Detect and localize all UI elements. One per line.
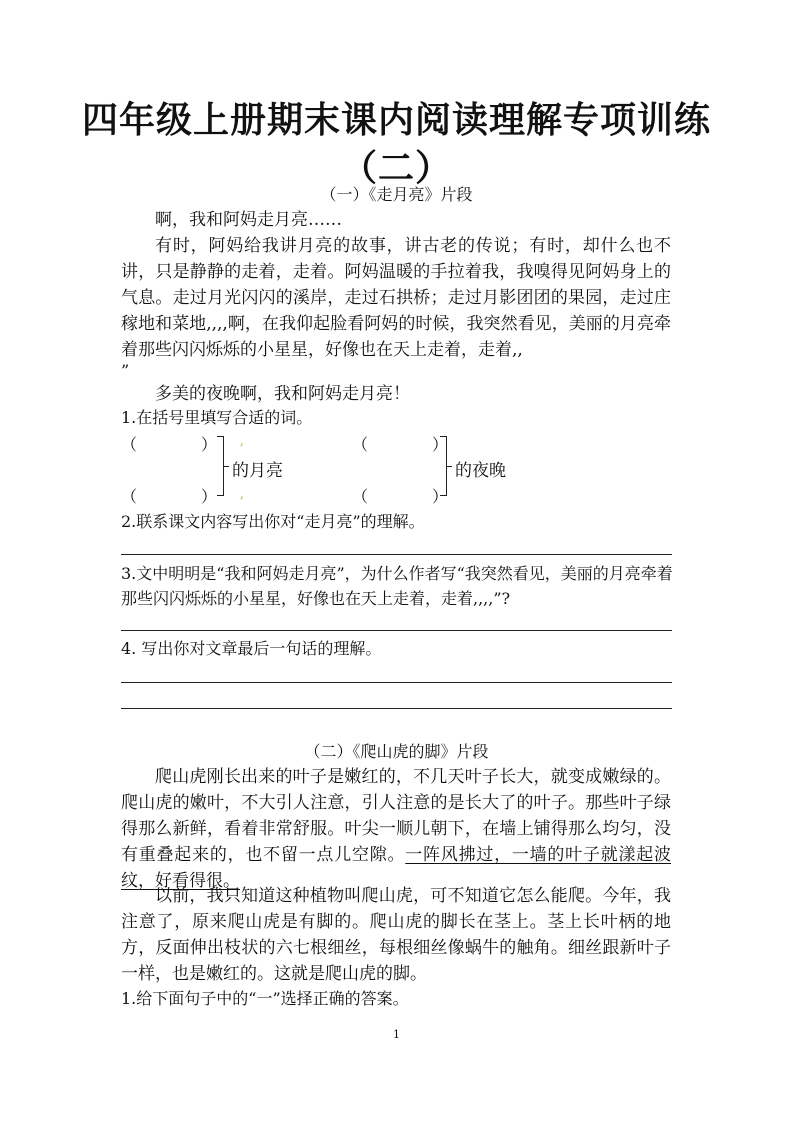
yellow-mark: , [240,434,244,448]
section-1-paragraph-1: 啊，我和阿妈走月亮…… [155,210,342,230]
question-1-1: 1.在括号里填写合适的词。 [121,408,313,427]
blank-moon-2[interactable]: （ ） [121,487,218,506]
section-1-heading: （一）《走月亮》片段 [320,185,473,204]
blank-night-2[interactable]: （ ） [352,487,449,506]
page-title: 四年级上册期末课内阅读理解专项训练 [81,100,711,141]
question-1-4: 4. 写出你对文章最后一句话的理解。 [121,639,382,658]
page-subtitle: （二） [340,148,452,189]
answer-line[interactable] [121,708,672,709]
brace-moon [217,436,224,496]
section-2-heading: （二）《爬山虎的脚》片段 [304,742,489,761]
section-1-paragraph-2-tail: ” [121,361,130,380]
section-2-paragraph-1 [121,764,671,894]
blank-night-1[interactable]: （ ） [352,435,449,454]
brace-night [440,436,447,496]
question-1-3: 3.文中明明是“我和阿妈走月亮”，为什么作者写“我突然看见，美丽的月亮牵着那些闪闪烁烁的小星星，好像也在天上走着，走着,,,,”? [121,564,673,608]
blank-moon-1[interactable]: （ ） [121,435,218,454]
section-1-paragraph-2: 有时，阿妈给我讲月亮的故事，讲古老的传说；有时，却什么也不讲，只是静静的走着，走着。阿妈温暖的手拉着我，我嗅得见阿妈身上的气息。走过月光闪闪的溪岸，走过石拱桥；走过月影团团的果园，走过庄稼地和菜地,,,,啊，在我仰起脸看阿妈的时候，我突然看见，美丽的月亮牵着那些闪闪烁烁的小星星，好像也在天上走着，走着,, [121,236,671,360]
answer-line[interactable] [121,630,672,631]
answer-line[interactable] [121,682,672,683]
section-2-paragraph-1-text: 爬山虎刚长出来的叶子是嫩红的，不几天叶子长大，就变成嫩绿的。爬山虎的嫩叶，不大引人注意，引人注意的是长大了的叶子。那些叶子绿得那么新鲜，看着非常舒服。叶尖一顺儿朝下，在墙上铺得那么均匀，没有重叠起来的，也不留一点儿空隙。 [121,767,671,865]
section-1-paragraph-3: 多美的夜晚啊，我和阿妈走月亮！ [155,384,410,404]
brace-moon-tick [224,466,229,467]
underlined-sentence: 一阵风拂过，一墙的叶子就漾起波纹，好看得很。 [121,845,672,891]
label-night: 的夜晚 [455,461,506,481]
question-2-1: 1.给下面句子中的“一”选择正确的答案。 [121,989,409,1008]
section-2-paragraph-2: 以前，我只知道这种植物叫爬山虎，可不知道它怎么能爬。今年，我注意了，原来爬山虎是有脚的。爬山虎的脚长在茎上。茎上长叶柄的地方，反面伸出枝状的六七根细丝，每根细丝像蜗牛的触角。细丝跟新叶子一样，也是嫩红的。这就是爬山虎的脚。 [121,886,671,984]
brace-night-tick [447,466,452,467]
page-number: 1 [393,1028,400,1041]
label-moon: 的月亮 [232,461,283,481]
answer-line[interactable] [121,554,672,555]
question-1-2: 2.联系课文内容写出你对“走月亮”的理解。 [121,512,425,531]
yellow-mark: , [240,487,244,501]
